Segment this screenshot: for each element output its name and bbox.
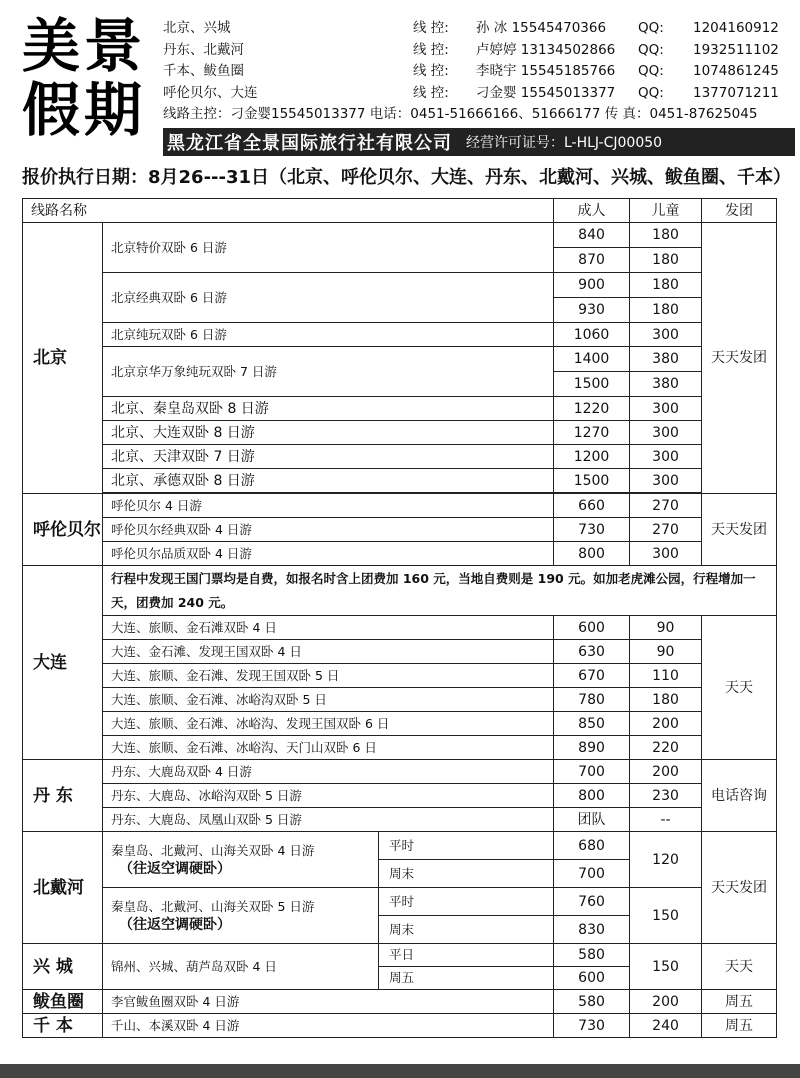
depart-qianben: 周五 (702, 1014, 777, 1038)
depart-dandong: 电话咨询 (702, 760, 777, 832)
adult-price: 600 (554, 967, 630, 990)
region-qianben: 千 本 (23, 1014, 103, 1038)
child-price: 200 (630, 712, 702, 736)
table-row (23, 273, 777, 298)
table-row (23, 784, 777, 808)
contact-person: 孙 冰 15545470366 (476, 20, 607, 36)
child-price: 200 (630, 760, 702, 784)
header-depart: 发团 (702, 199, 777, 223)
child-price: 150 (630, 944, 702, 990)
adult-price: 1220 (554, 397, 630, 421)
contact-person: 刁金婴 15545013377 (476, 84, 616, 101)
route-name: 丹东、大鹿岛、凤凰山双卧 5 日游 (103, 808, 554, 832)
contact-label: 线 控: (413, 20, 449, 36)
route-name: 大连、旅顺、金石滩、冰峪沟双卧 5 日 (103, 688, 554, 712)
depart-dalian: 天天 (702, 616, 777, 760)
route-name: 北京、秦皇岛双卧 8 日游 (103, 397, 554, 421)
contact-label: 线 控: (413, 41, 449, 58)
adult-price: 630 (554, 640, 630, 664)
table-row (23, 888, 777, 916)
contact-person: 李晓宇 15545185766 (476, 63, 616, 79)
table-row (23, 712, 777, 736)
adult-price: 1270 (554, 421, 630, 445)
adult-price: 930 (554, 298, 630, 323)
adult-price: 760 (554, 888, 630, 916)
adult-price: 1500 (554, 469, 630, 493)
route-name: 李官鲅鱼圈双卧 4 日游 (103, 990, 554, 1014)
period-label: 平时 (379, 888, 554, 916)
hotline-row (163, 104, 795, 126)
child-price: 300 (630, 469, 702, 493)
adult-price: 580 (554, 990, 630, 1014)
adult-price: 600 (554, 616, 630, 640)
child-price: 300 (630, 445, 702, 469)
company-bar (163, 128, 795, 156)
route-name: 大连、旅顺、金石滩、发现王国双卧 5 日 (103, 664, 554, 688)
table-row (23, 566, 777, 616)
region-bayuquan: 鲅鱼圈 (23, 990, 103, 1014)
brand-logo: 美景假期 (22, 12, 147, 144)
table-row (23, 640, 777, 664)
header-route: 线路名称 (23, 199, 554, 223)
route-name: 大连、旅顺、金石滩、冰峪沟、发现王国双卧 6 日 (103, 712, 554, 736)
depart-bayuquan: 周五 (702, 990, 777, 1014)
contact-person: 卢婷婷 13134502866 (476, 41, 616, 58)
route-name: 北京特价双卧 6 日游 (103, 223, 554, 273)
route-name: 锦州、兴城、葫芦岛双卧 4 日 (103, 944, 379, 990)
table-row (23, 944, 777, 967)
table-row (23, 1014, 777, 1038)
period-label: 周末 (379, 916, 554, 944)
child-price: 230 (630, 784, 702, 808)
child-price: 200 (630, 990, 702, 1014)
period-label: 平日 (379, 944, 554, 967)
table-row (23, 223, 777, 248)
qq-label: QQ: (638, 84, 664, 101)
child-price: 300 (630, 323, 702, 347)
region-hulunbuir: 呼伦贝尔 (23, 494, 103, 566)
period-label: 平时 (379, 832, 554, 860)
adult-price: 700 (554, 860, 630, 888)
child-price: 380 (630, 347, 702, 372)
adult-price: 团队 (554, 808, 630, 832)
adult-price: 660 (554, 494, 630, 518)
qq-number: 1377071211 (693, 84, 779, 101)
table-row (23, 494, 777, 518)
qq-number: 1932511102 (693, 41, 779, 58)
table-header-row (23, 199, 777, 223)
table-row (23, 421, 777, 445)
adult-price: 730 (554, 518, 630, 542)
adult-price: 800 (554, 542, 630, 566)
adult-price: 850 (554, 712, 630, 736)
contact-region: 北京、兴城 (163, 20, 231, 36)
table-row (23, 397, 777, 421)
table-row (23, 323, 777, 347)
child-price: -- (630, 808, 702, 832)
route-name: 北京纯玩双卧 6 日游 (103, 323, 554, 347)
depart-beijing: 天天发团 (702, 223, 777, 494)
child-price: 110 (630, 664, 702, 688)
period-label: 周五 (379, 967, 554, 990)
route-name: 呼伦贝尔 4 日游 (103, 494, 554, 518)
table-row (23, 616, 777, 640)
qq-label: QQ: (638, 41, 664, 58)
contact-region: 丹东、北戴河 (163, 41, 244, 58)
child-price: 300 (630, 542, 702, 566)
license-number: 经营许可证号：L-HLJ-CJ00050 (466, 135, 663, 151)
child-price: 120 (630, 832, 702, 888)
contact-row (163, 61, 795, 83)
child-price: 380 (630, 372, 702, 397)
company-name: 黑龙江省全景国际旅行社有限公司 (167, 133, 452, 154)
child-price: 300 (630, 397, 702, 421)
child-price: 180 (630, 248, 702, 273)
route-name: 北京、承德双卧 8 日游 (103, 469, 554, 493)
adult-price: 1400 (554, 347, 630, 372)
route-subtitle: （往返空调硬卧） (119, 916, 231, 933)
adult-price: 900 (554, 273, 630, 298)
table-row (23, 736, 777, 760)
adult-price: 1500 (554, 372, 630, 397)
depart-hulunbuir: 天天发团 (702, 494, 777, 566)
depart-xingcheng: 天天 (702, 944, 777, 990)
table-row (23, 808, 777, 832)
child-price: 90 (630, 640, 702, 664)
adult-price: 830 (554, 916, 630, 944)
table-row (23, 760, 777, 784)
route-name: 呼伦贝尔经典双卧 4 日游 (103, 518, 554, 542)
table-row (23, 832, 777, 860)
child-price: 180 (630, 273, 702, 298)
table-row (23, 469, 777, 493)
qq-label: QQ: (638, 63, 664, 79)
child-price: 270 (630, 518, 702, 542)
route-name: 大连、旅顺、金石滩双卧 4 日 (103, 616, 554, 640)
route-name: 大连、旅顺、金石滩、冰峪沟、天门山双卧 6 日 (103, 736, 554, 760)
period-label: 周末 (379, 860, 554, 888)
table-row (23, 445, 777, 469)
adult-price: 840 (554, 223, 630, 248)
route-name: 丹东、大鹿岛、冰峪沟双卧 5 日游 (103, 784, 554, 808)
contact-region: 呼伦贝尔、大连 (163, 84, 258, 101)
qq-number: 1204160912 (693, 20, 779, 36)
contact-region: 千本、鲅鱼圈 (163, 63, 244, 79)
route-name: 大连、金石滩、发现王国双卧 4 日 (103, 640, 554, 664)
adult-price: 1060 (554, 323, 630, 347)
depart-beidaihe: 天天发团 (702, 832, 777, 944)
route-name: 千山、本溪双卧 4 日游 (103, 1014, 554, 1038)
adult-price: 870 (554, 248, 630, 273)
contact-row (163, 18, 795, 40)
route-name (103, 832, 379, 888)
region-dalian: 大连 (23, 566, 103, 760)
qq-label: QQ: (638, 20, 664, 36)
route-name-text: 秦皇岛、北戴河、山海关双卧 5 日游 (111, 898, 315, 914)
region-beidaihe: 北戴河 (23, 832, 103, 944)
table-row (23, 542, 777, 566)
contact-row (163, 40, 795, 62)
child-price: 90 (630, 616, 702, 640)
adult-price: 780 (554, 688, 630, 712)
route-name: 丹东、大鹿岛双卧 4 日游 (103, 760, 554, 784)
table-row (23, 664, 777, 688)
adult-price: 680 (554, 832, 630, 860)
price-table (22, 198, 777, 1038)
contact-list (163, 18, 795, 126)
child-price: 300 (630, 421, 702, 445)
table-row (23, 688, 777, 712)
qq-number: 1074861245 (693, 63, 779, 79)
child-price: 270 (630, 494, 702, 518)
adult-price: 670 (554, 664, 630, 688)
adult-price: 1200 (554, 445, 630, 469)
child-price: 220 (630, 736, 702, 760)
exec-date-title: 报价执行日期：8月26---31日（北京、呼伦贝尔、大连、丹东、北戴河、兴城、鲅鱼圈、千本） (22, 167, 792, 188)
route-name (103, 888, 379, 944)
child-price: 180 (630, 298, 702, 323)
adult-price: 580 (554, 944, 630, 967)
child-price: 150 (630, 888, 702, 944)
route-name: 呼伦贝尔品质双卧 4 日游 (103, 542, 554, 566)
header-child: 儿童 (630, 199, 702, 223)
region-dandong: 丹 东 (23, 760, 103, 832)
child-price: 180 (630, 223, 702, 248)
child-price: 240 (630, 1014, 702, 1038)
adult-price: 700 (554, 760, 630, 784)
region-beijing: 北京 (23, 223, 103, 494)
table-row (23, 990, 777, 1014)
header-adult: 成人 (554, 199, 630, 223)
adult-price: 890 (554, 736, 630, 760)
hotline-text: 线路主控：刁金婴15545013377 电话：0451-51666166、51666177 传 真：0451-87625045 (163, 106, 758, 122)
route-name: 北京、天津双卧 7 日游 (103, 445, 554, 469)
adult-price: 800 (554, 784, 630, 808)
region-xingcheng: 兴 城 (23, 944, 103, 990)
dalian-note: 行程中发现王国门票均是自费，如报名时含上团费加 160 元，当地自费则是 190 元。如加老虎滩公园，行程增加一天，团费加 240 元。 (103, 566, 777, 616)
route-subtitle: （往返空调硬卧） (119, 860, 231, 877)
bottom-bar (0, 1064, 800, 1078)
table-row (23, 347, 777, 372)
contact-label: 线 控: (413, 63, 449, 79)
route-name: 北京、大连双卧 8 日游 (103, 421, 554, 445)
route-name: 北京京华万象纯玩双卧 7 日游 (103, 347, 554, 397)
adult-price: 730 (554, 1014, 630, 1038)
contact-row (163, 83, 795, 105)
route-name: 北京经典双卧 6 日游 (103, 273, 554, 323)
contact-label: 线 控: (413, 84, 449, 101)
table-row (23, 518, 777, 542)
child-price: 180 (630, 688, 702, 712)
route-name-text: 秦皇岛、北戴河、山海关双卧 4 日游 (111, 842, 315, 858)
